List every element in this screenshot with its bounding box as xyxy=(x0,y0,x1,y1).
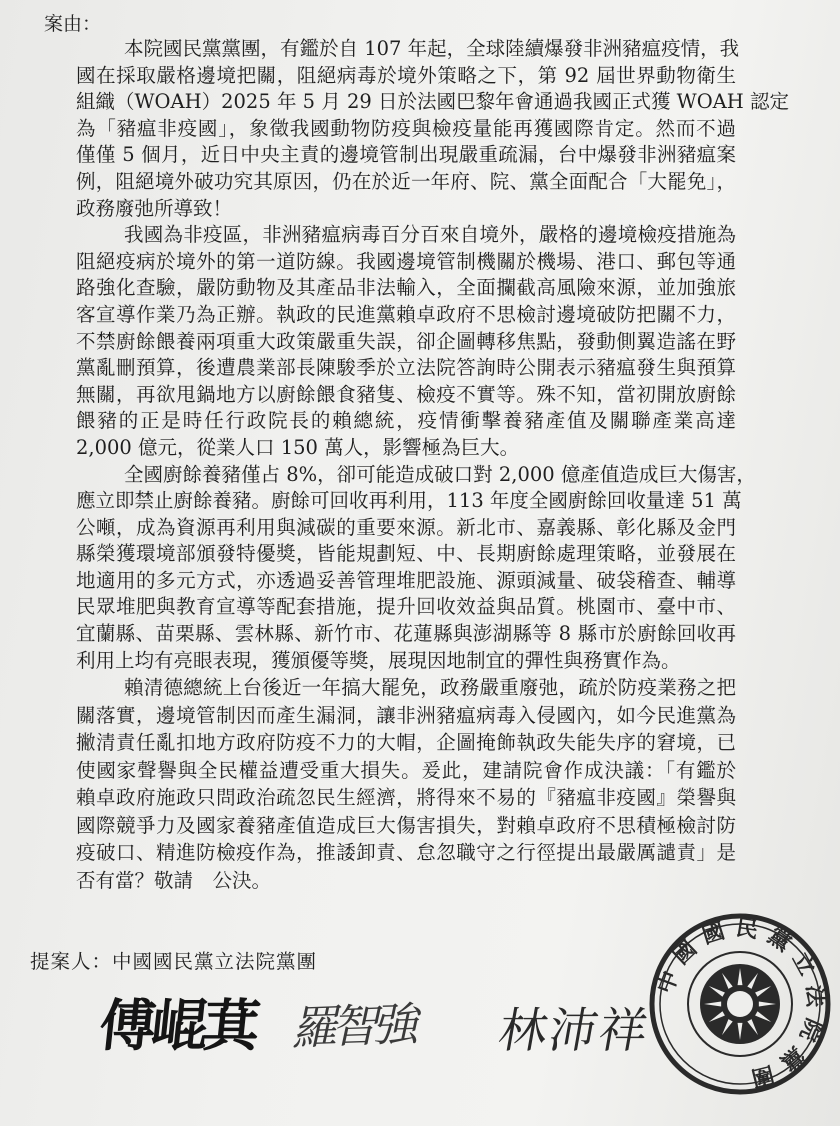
text-line: 無關，再欲甩鍋地方以廚餘餵食豬隻、檢疫不實等。殊不知，當初開放廚餘 xyxy=(76,382,736,406)
paragraph-1 xyxy=(76,36,789,222)
text-line: 2,000 億元，從業人口 150 萬人，影響極為巨大。 xyxy=(76,435,520,459)
text-line: 公噸，成為資源再利用與減碳的重要來源。新北市、嘉義縣、彰化縣及金門 xyxy=(76,515,736,539)
text-line: 路強化查驗，嚴防動物及其產品非法輸入，全面攔截高風險來源，並加強旅 xyxy=(76,276,736,300)
text-line: 疫破口、精進防檢疫作為，推諉卸責、怠忽職守之行徑提出最嚴厲譴責」是 xyxy=(76,841,736,865)
text-line: 不禁廚餘餵養兩項重大政策嚴重失誤，卻企圖轉移焦點，發動側翼造謠在野 xyxy=(76,329,736,353)
text-line: 組織（WOAH）2025 年 5 月 29 日於法國巴黎年會通過我國正式獲 WOAH 認定 xyxy=(76,90,789,114)
text-line: 阻絕疫病於境外的第一道防線。我國邊境管制機關於機場、港口、郵包等通 xyxy=(76,249,736,273)
paragraph-2 xyxy=(76,222,736,461)
text-line: 餵豬的正是時任行政院長的賴總統，疫情衝擊養豬產值及關聯產業高達 xyxy=(76,409,736,433)
text-line: 為「豬瘟非疫國」，象徵我國動物防疫與檢疫量能再獲國際肯定。然而不過 xyxy=(76,116,736,140)
text-line: 國在採取嚴格邊境把關，阻絕病毒於境外策略之下，第 92 屆世界動物衛生 xyxy=(76,63,736,87)
paragraph-4 xyxy=(76,674,736,894)
text-line: 地適用的多元方式，亦透過妥善管理堆肥設施、源頭減量、破袋稽查、輔導 xyxy=(76,568,736,592)
party-caucus-seal xyxy=(640,904,840,1104)
paragraph-3 xyxy=(76,462,756,675)
document-body xyxy=(76,36,789,894)
seal-text: 中國國民黨立法院黨團 xyxy=(652,914,829,1094)
text-line: 應立即禁止廚餘養豬。廚餘可回收再利用，113 年度全國廚餘回收量達 51 萬 xyxy=(76,489,742,513)
proposer-line: 提案人：中國國民黨立法院黨團 xyxy=(30,950,318,973)
text-line: 黨亂刪預算，後遭農業部長陳駿季於立法院答詢時公開表示豬瘟發生與預算 xyxy=(76,356,736,380)
text-line: 客宣導作業乃為正辦。執政的民進黨賴卓政府不思檢討邊境破防把關不力， xyxy=(76,302,736,326)
text-line: 我國為非疫區，非洲豬瘟病毒百分百來自境外，嚴格的邊境檢疫措施為 xyxy=(124,223,736,247)
signature-1: 傅崐萁 xyxy=(96,993,260,1059)
text-line: 利用上均有亮眼表現，獲頒優等獎，展現因地制宜的彈性與務實作為。 xyxy=(76,648,681,672)
text-line: 關落實，邊境管制因而產生漏洞，讓非洲豬瘟病毒入侵國內，如今民進黨為 xyxy=(76,703,736,727)
signature-2: 羅智強 xyxy=(289,996,422,1056)
text-line: 宜蘭縣、苗栗縣、雲林縣、新竹市、花蓮縣與澎湖縣等 8 縣市於廚餘回收再 xyxy=(76,622,736,646)
text-line: 僅僅 5 個月，近日中央主責的邊境管制出現嚴重疏漏，台中爆發非洲豬瘟案 xyxy=(76,143,736,167)
text-line: 政務廢弛所導致！ xyxy=(76,196,233,220)
text-line: 賴卓政府施政只問政治疏忽民生經濟，將得來不易的『豬瘟非疫國』榮譽與 xyxy=(76,786,736,810)
text-line: 縣榮獲環境部頒發特優獎，皆能規劃短、中、長期廚餘處理策略，並發展在 xyxy=(76,542,736,566)
text-line: 撇清責任亂扣地方政府防疫不力的大帽，企圖掩飾執政失能失序的窘境，已 xyxy=(76,731,736,755)
text-line: 本院國民黨黨團，有鑑於自 107 年起，全球陸續爆發非洲豬瘟疫情，我 xyxy=(124,37,740,60)
text-line: 使國家聲譽與全民權益遭受重大損失。爰此，建請院會作成決議：「有鑑於 xyxy=(76,758,736,782)
case-heading: 案由： xyxy=(44,13,102,35)
text-line: 國際競爭力及國家養豬產值造成巨大傷害損失，對賴卓政府不思積極檢討防 xyxy=(76,813,736,837)
text-line: 民眾堆肥與教育宣導等配套措施，提升回收效益與品質。桃園市、臺中市、 xyxy=(76,595,736,619)
text-line: 賴清德總統上台後近一年搞大罷免，政務嚴重廢弛，疏於防疫業務之把 xyxy=(124,676,736,700)
text-line: 例，阻絕境外破功究其原因，仍在於近一年府、院、黨全面配合「大罷免」， xyxy=(76,169,736,193)
party-emblem-icon xyxy=(700,964,780,1044)
signature-3: 林沛祥 xyxy=(494,1003,655,1059)
text-line: 否有當？敬請 公決。 xyxy=(76,868,272,892)
text-line: 全國廚餘養豬僅占 8%，卻可能造成破口對 2,000 億產值造成巨大傷害， xyxy=(124,462,756,486)
